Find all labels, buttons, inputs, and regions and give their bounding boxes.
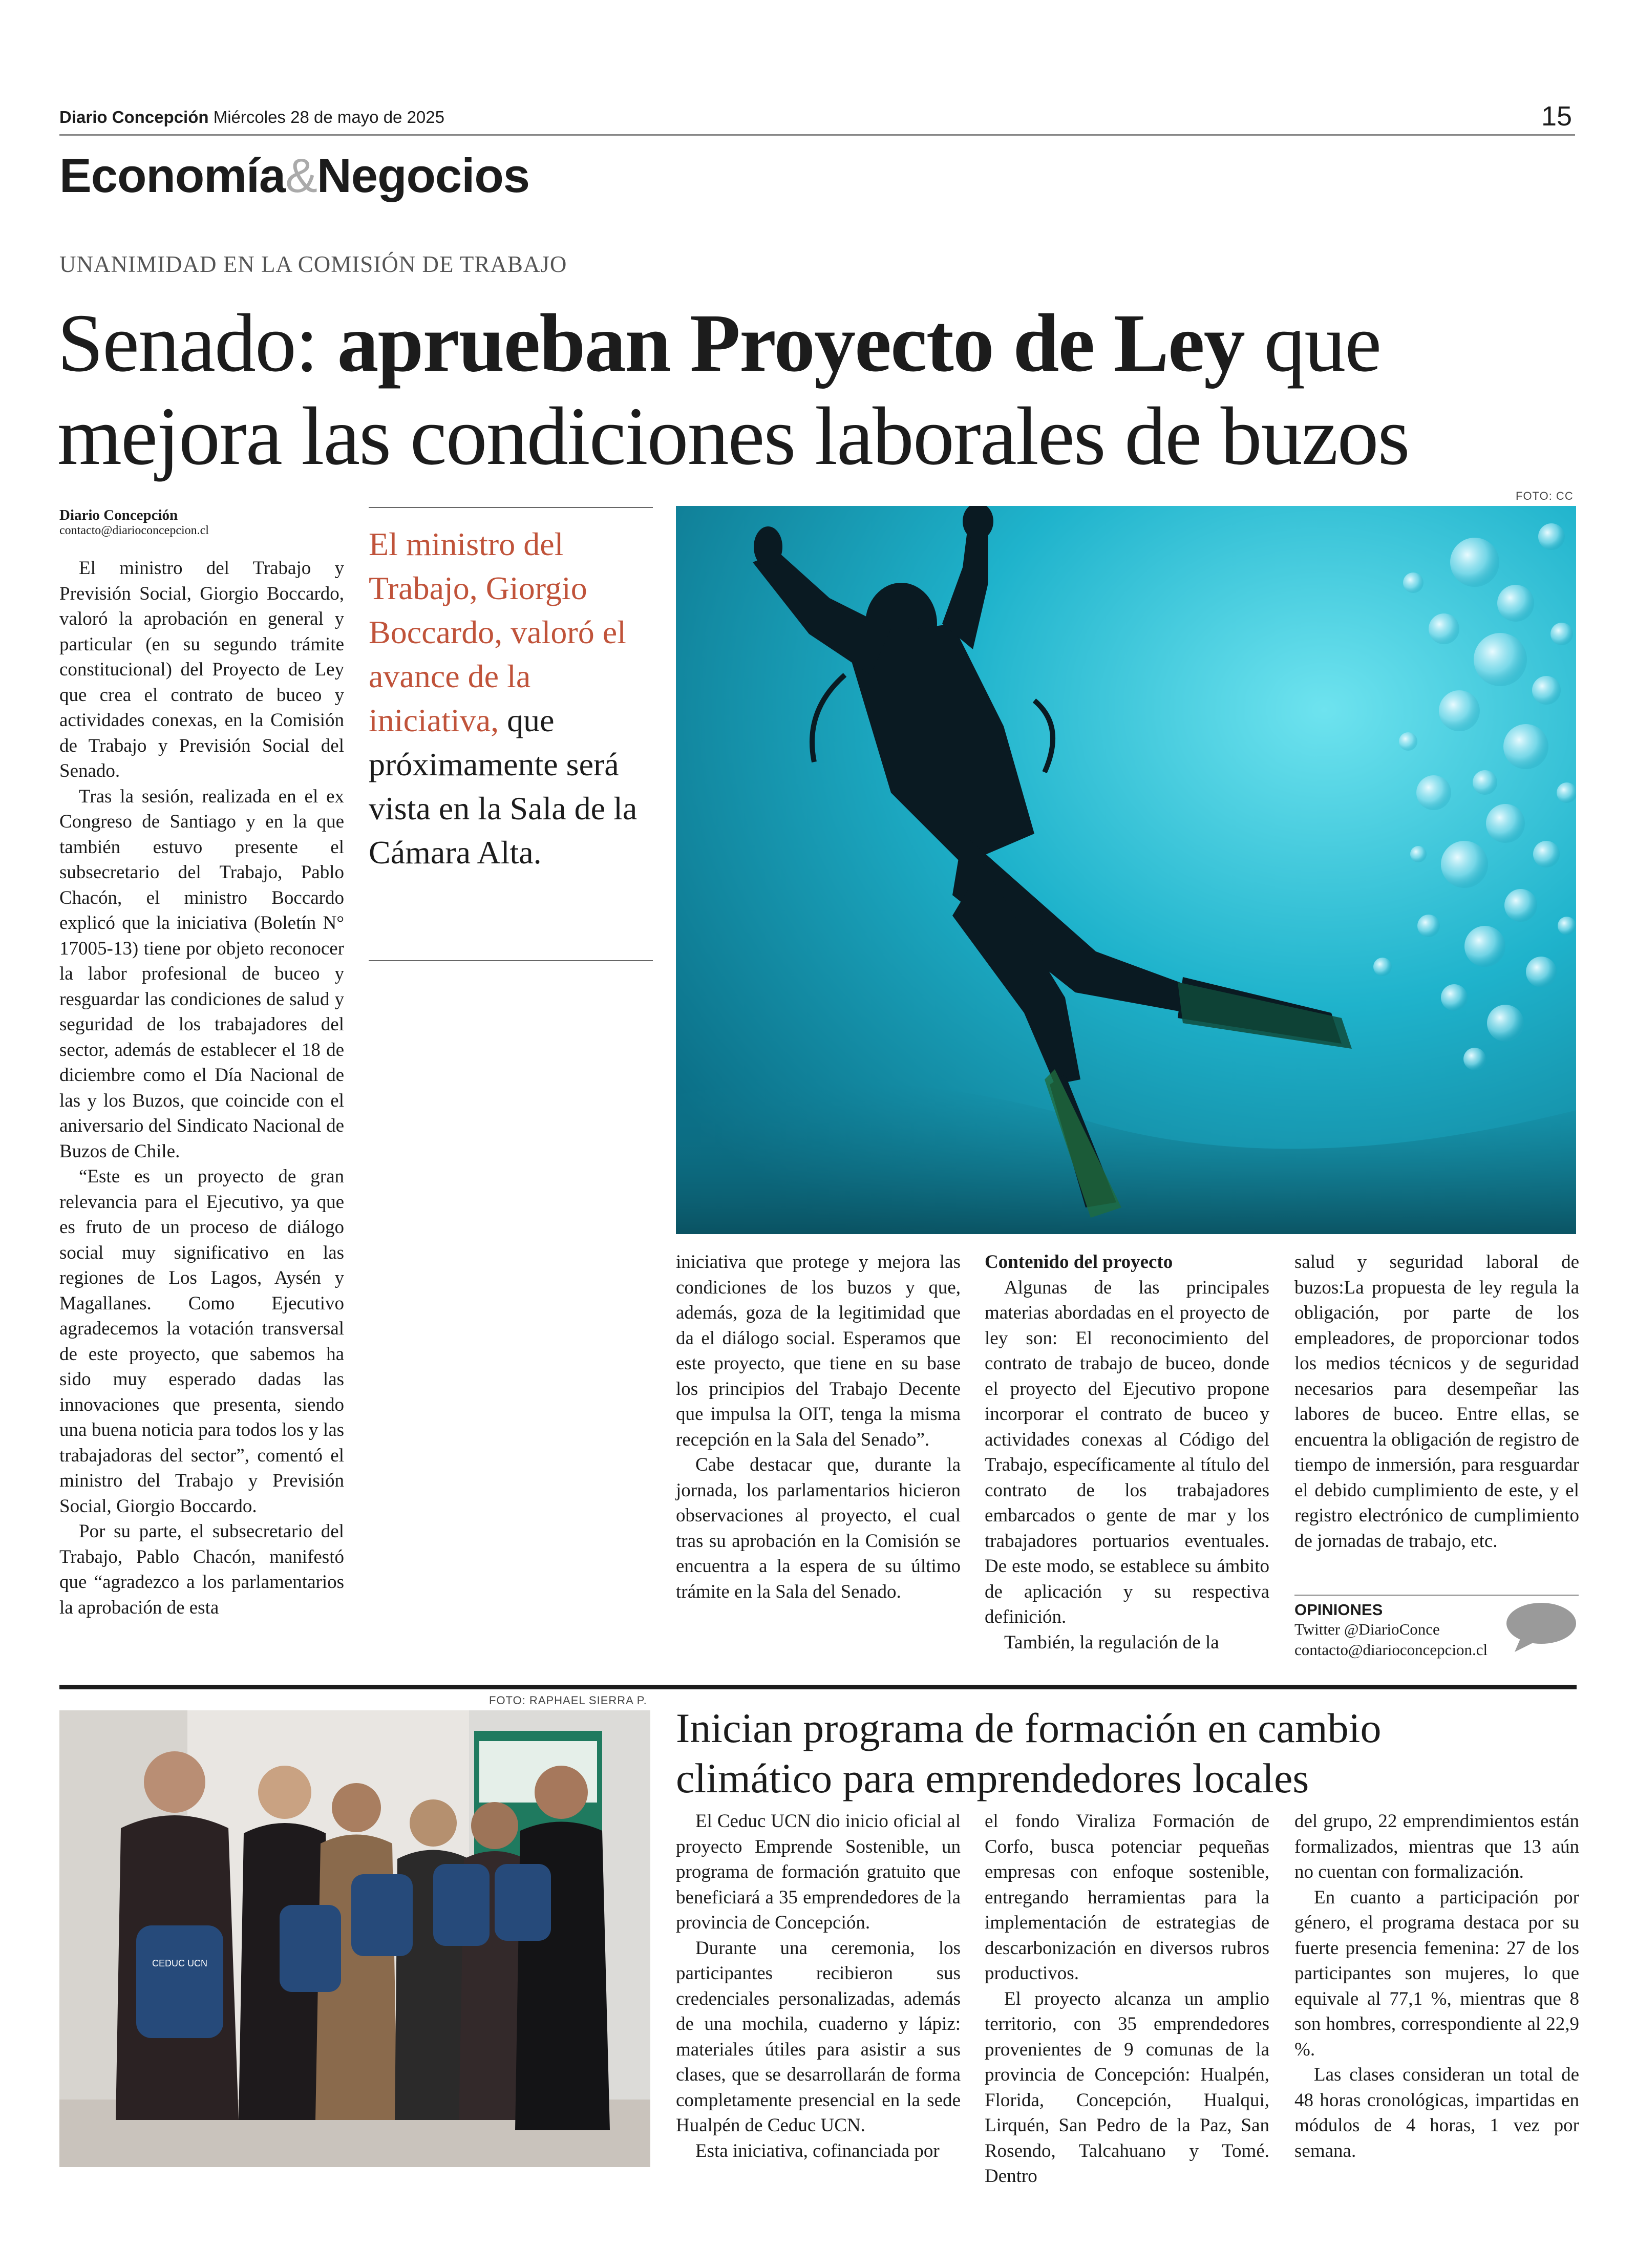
paragraph: Por su parte, el subsecretario del Trabajo, Pablo Chacón, manifestó que “agradezco a los parlamentarios la aprobación de esta bbox=[59, 1521, 344, 1618]
paper-name: Diario Concepción bbox=[59, 108, 209, 126]
paragraph: Esta iniciativa, cofinanciada por bbox=[695, 2140, 940, 2161]
paragraph: El ministro del Trabajo y Previsión Social, Giorgio Boccardo, valoró la aprobación en general y particular (en su segundo trámite constitucional) del Proyecto de Ley que crea el contrato de buceo y actividades conexas, en la Comisión de Trabajo y Previsión Social del Senado. bbox=[59, 558, 344, 781]
section-title-amp: & bbox=[285, 149, 317, 202]
byline bbox=[59, 507, 346, 538]
paragraph: iniciativa que protege y mejora las condiciones de los buzos y que, además, goza de la legitimidad que da el diálogo social. Esperamos que este proyecto, que tiene en su base los principios del Trabajo Decente que impulsa la OIT, tenga la misma recepción en la Sala del Senado”. bbox=[676, 1252, 961, 1450]
paragraph: salud y seguridad laboral de buzos:La propuesta de ley regula la obligación, por parte de los empleadores, de proporcionar todos los medios técnicos y de seguridad necesarios para desempeñar las labores de buceo. Entre ellas, se encuentra la obligación de registro de tiempo de inmersión, para resguardar el debido cumplimiento de este, y el registro electrónico de cumplimiento de jornadas de trabajo, etc. bbox=[1294, 1252, 1579, 1552]
main-headline bbox=[57, 297, 1593, 483]
second-headline: Inician programa de formación en cambio climático para emprendedores locales bbox=[676, 1705, 1382, 1801]
main-article-col2 bbox=[676, 1249, 961, 1604]
pullquote-rule-bottom bbox=[369, 960, 653, 961]
speech-bubble-icon bbox=[1505, 1602, 1577, 1656]
paragraph: En cuanto a participación por género, el programa destaca por su fuerte presencia femenina: 27 de los participantes son mujeres, lo que equivale al 77,1 %, mientras que 8 son hombres, correspondiente al 22,9 %. bbox=[1294, 1887, 1579, 2060]
opinions-rule bbox=[1294, 1595, 1579, 1596]
diver-photo-svg bbox=[676, 506, 1576, 1234]
diver-photo bbox=[676, 506, 1576, 1234]
backpack-text: CEDUC UCN bbox=[152, 1958, 207, 1968]
headline-line1 bbox=[57, 297, 1593, 390]
headline-light-2: que bbox=[1244, 298, 1381, 389]
opinions-twitter[interactable]: Twitter @DiarioConce bbox=[1294, 1620, 1440, 1638]
pullquote bbox=[369, 522, 655, 875]
paragraph: del grupo, 22 emprendimientos están formalizados, mientras que 13 aún no cuentan con formalización. bbox=[1294, 1811, 1579, 1882]
byline-email: contacto@diarioconcepcion.cl bbox=[59, 524, 209, 537]
paragraph: Cabe destacar que, durante la jornada, los parlamentarios hicieron observaciones al proyecto, el cual tras su aprobación en la Comisión se encuentra a la espera de su último trámite en la Sala del Senado. bbox=[676, 1454, 961, 1602]
opinions-email[interactable]: contacto@diarioconcepcion.cl bbox=[1294, 1641, 1488, 1659]
main-article-col4 bbox=[1294, 1249, 1579, 1554]
subhead-contenido: Contenido del proyecto bbox=[985, 1252, 1173, 1273]
headline-line2: mejora las condiciones laborales de buzos bbox=[57, 391, 1409, 482]
opinions-title: OPINIONES bbox=[1294, 1601, 1383, 1619]
paragraph: “Este es un proyecto de gran relevancia para el Ejecutivo, ya que es fruto de un proceso de diálogo social muy significativo en las regiones de Los Lagos, Aysén y Magallanes. Como Ejecutivo agradecemos la votación transversal de este proyecto, que sabemos ha sido muy esperado dadas las innovaciones que presenta, siendo una buena noticia para todos los y las trabajadoras del sector”, comentó el ministro del Trabajo y Previsión Social, Giorgio Boccardo. bbox=[59, 1166, 344, 1517]
byline-name: Diario Concepción bbox=[59, 507, 178, 523]
group-photo bbox=[59, 1710, 650, 2167]
paragraph: Algunas de las principales materias abordadas en el proyecto de ley son: El reconocimiento del contrato de trabajo de buceo, donde el proyecto del Ejecutivo propone incorporar el contrato de buceo y actividades conexas al Código del Trabajo, específicamente al título del contrato de los trabajadores embarcados o gente de mar y los trabajadores portuarios eventuales. De este modo, se establece su ámbito de aplicación y su respectiva definición. bbox=[985, 1277, 1269, 1627]
second-article-col1 bbox=[676, 1809, 961, 2164]
paragraph: el fondo Viraliza Formación de Corfo, busca potenciar pequeñas empresas con enfoque sostenible, entregando herramientas para la implementación de estrategias de descarbonización en diversos rubros productivos. bbox=[985, 1811, 1269, 1984]
second-photo-credit: FOTO: RAPHAEL SIERRA P. bbox=[489, 1694, 647, 1707]
second-article-col3 bbox=[1294, 1809, 1579, 2164]
kicker: UNANIMIDAD EN LA COMISIÓN DE TRABAJO bbox=[59, 251, 567, 277]
paragraph: Tras la sesión, realizada en el ex Congreso de Santiago y en la que también estuvo presente el subsecretario del Trabajo, Pablo Chacón, el ministro Boccardo explicó que la iniciativa (Boletín N° 17005-13) tiene por objeto reconocer la labor profesional de buceo y resguardar las condiciones de salud y seguridad de los trabajadores del sector, además de establecer el 18 de diciembre como el Día Nacional de las y los Buzos, que coincide con el aniversario del Sindicato Nacional de Buzos de Chile. bbox=[59, 786, 344, 1162]
main-article-col3 bbox=[985, 1249, 1269, 1655]
headline-light-1: Senado: bbox=[57, 298, 337, 389]
pullquote-highlight: El ministro del Trabajo, Giorgio Boccardo, valoró el avance de la iniciativa, bbox=[369, 526, 626, 738]
article-separator bbox=[59, 1685, 1577, 1689]
pullquote-rule-top bbox=[369, 507, 653, 508]
main-article-col1 bbox=[59, 556, 344, 1620]
section-title bbox=[59, 147, 529, 204]
paragraph: Durante una ceremonia, los participantes recibieron sus credenciales personalizadas, además de una mochila, cuaderno y lápiz: materiales útiles para asistir a sus clases, que se desarrollarán de forma completamente presencial en la sede Hualpén de Ceduc UCN. bbox=[676, 1937, 961, 2136]
header-dateline bbox=[59, 108, 444, 127]
section-title-part1: Economía bbox=[59, 149, 286, 202]
headline-bold: aprueban Proyecto de Ley bbox=[337, 298, 1244, 389]
paragraph: Las clases consideran un total de 48 horas cronológicas, impartidas en módulos de 4 horas, 1 vez por semana. bbox=[1294, 2064, 1579, 2161]
second-article-col2 bbox=[985, 1809, 1269, 2189]
pullquote-rest: que próximamente será vista en la Sala de la Cámara Alta. bbox=[369, 702, 638, 871]
section-title-part2: Negocios bbox=[316, 149, 530, 202]
main-photo-credit: FOTO: CC bbox=[1516, 490, 1574, 502]
page-number: 15 bbox=[1541, 101, 1573, 132]
paragraph: El proyecto alcanza un amplio territorio, con 35 emprendedores provenientes de 9 comunas de la provincia de Concepción: Hualpén, Florida, Concepción, Hualqui, Lirquén, San Pedro de la Paz, San Rosendo, Talcahuano y Tomé. Dentro bbox=[985, 1988, 1269, 2187]
paragraph: También, la regulación de la bbox=[1004, 1631, 1219, 1653]
group-photo-svg bbox=[59, 1710, 650, 2167]
header-rule bbox=[59, 134, 1575, 136]
paragraph: El Ceduc UCN dio inicio oficial al proyecto Emprende Sostenible, un programa de formación gratuito que beneficiará a 35 emprendedores de la provincia de Concepción. bbox=[676, 1811, 961, 1933]
issue-date: Miércoles 28 de mayo de 2025 bbox=[213, 108, 444, 126]
